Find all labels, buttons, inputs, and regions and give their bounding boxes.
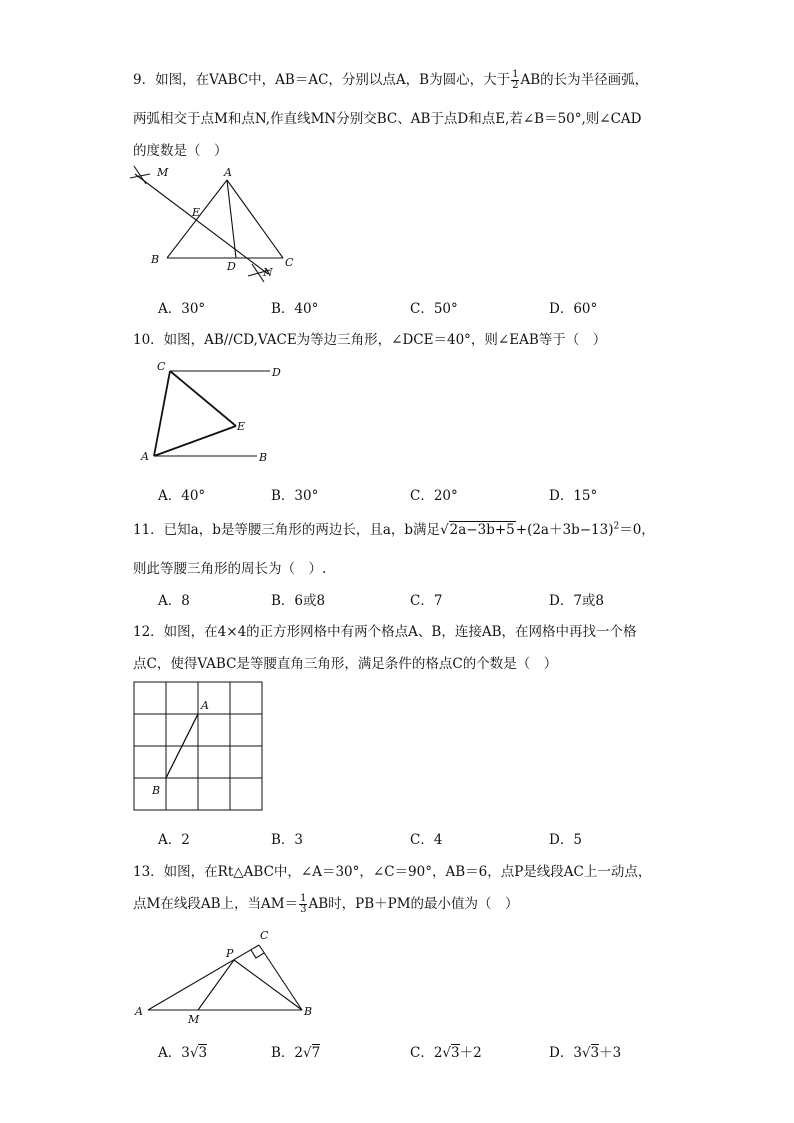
q13-stem-line-1: 13．如图，在Rt△ABC中，∠A＝30°，∠C＝90°，AB＝6，点P是线段AC上一动点， — [133, 864, 652, 880]
q10-option-d[interactable]: D．15° — [549, 488, 598, 504]
q9-label-n: N — [263, 266, 273, 279]
q10-option-c[interactable]: C．20° — [410, 488, 458, 504]
q10-option-b[interactable]: B．30° — [271, 488, 319, 504]
q13-segment-pb — [234, 960, 302, 1010]
q13-text: AB时，PB＋PM的最小值为（ ） — [308, 896, 519, 912]
q12-stem-line-1: 12．如图，在4×4的正方形网格中有两个格点A、B，连接AB，在网格中再找一个格 — [133, 624, 637, 640]
q11-text: 11．已知a，b是等腰三角形的两边长，且a，b满足 — [133, 522, 441, 538]
q13-stem-line-2 — [133, 892, 519, 915]
q13-options — [158, 1041, 758, 1061]
q9-label-b: B — [151, 253, 160, 266]
q11-option-d[interactable]: D．7或8 — [549, 593, 605, 609]
q9-label-e: E — [192, 206, 201, 219]
q13-segment-ac — [148, 945, 259, 1010]
q9-option-b[interactable]: B．40° — [271, 301, 319, 317]
q9-label-d: D — [227, 260, 236, 273]
q10-option-a[interactable]: A．40° — [158, 488, 206, 504]
q9-label-a: A — [224, 166, 232, 179]
q9-segment-ab — [167, 180, 227, 258]
q13-label-m: M — [188, 1013, 200, 1026]
q10-label-b: B — [259, 451, 268, 464]
q12-option-d[interactable]: D．5 — [549, 832, 582, 848]
q10-label-e: E — [237, 420, 246, 433]
q10-stem-line-1: 10．如图，AB//CD,VACE为等边三角形，∠DCE＝40°，则∠EAB等于（ ） — [133, 332, 607, 348]
q13-option-d[interactable]: D．3√3＋3 — [549, 1045, 622, 1061]
q9-figure — [120, 162, 320, 287]
q12-option-c[interactable]: C．4 — [410, 832, 443, 848]
q9-stem-line-1 — [133, 68, 648, 91]
q11-option-c[interactable]: C．7 — [410, 593, 443, 609]
q9-text: 9．如图，在VABC中，AB＝AC，分别以点A，B为圆心，大于 — [133, 72, 511, 88]
q10-label-a: A — [141, 450, 149, 463]
q11-option-b[interactable]: B．6或8 — [271, 593, 326, 609]
q11-exponent: 2 — [613, 521, 620, 532]
q13-option-c[interactable]: C．2√3＋2 — [410, 1045, 482, 1061]
q12-figure — [130, 679, 270, 815]
q13-segment-pm — [198, 960, 234, 1010]
q11-stem-line-2: 则此等腰三角形的周长为（ ）. — [133, 561, 327, 577]
q12-option-b[interactable]: B．3 — [271, 832, 304, 848]
q11-text: ＝0， — [619, 522, 655, 538]
q13-right-angle-mark — [251, 950, 264, 958]
q11-text: +(2a＋3b−13) — [515, 522, 614, 538]
q13-label-a: A — [135, 1005, 143, 1018]
q13-label-c: C — [260, 929, 269, 942]
q10-figure — [135, 356, 285, 468]
q11-option-a[interactable]: A．8 — [158, 593, 190, 609]
q9-option-d[interactable]: D．60° — [549, 301, 598, 317]
q10-options — [158, 484, 758, 504]
q12-label-b: B — [152, 784, 161, 797]
q10-segment-ce — [170, 371, 236, 426]
q13-figure — [130, 922, 330, 1027]
q9-segment-ac — [227, 180, 283, 258]
q9-options — [158, 297, 758, 317]
q12-label-a: A — [201, 699, 209, 712]
q9-label-m: M — [157, 166, 169, 179]
q9-stem-line-2: 两弧相交于点M和点N,作直线MN分别交BC、AB于点D和点E,若∠B＝50°,则∠CAD — [133, 111, 642, 127]
sqrt-sign: √ — [303, 1045, 312, 1061]
q13-fraction: $\frac{1}{3}$ — [300, 893, 307, 915]
q12-option-a[interactable]: A．2 — [158, 832, 190, 848]
q9-label-c: C — [285, 256, 294, 269]
q13-text: 点M在线段AB上，当AM＝ — [133, 896, 299, 912]
q10-label-c: C — [157, 360, 166, 373]
q9-option-c[interactable]: C．50° — [410, 301, 458, 317]
q11-radicand: 2a−3b+5 — [449, 522, 515, 538]
q13-option-a[interactable]: A．3√3 — [158, 1045, 208, 1061]
q12-options — [158, 828, 758, 848]
q13-label-b: B — [304, 1005, 313, 1018]
q13-segment-cb — [259, 945, 302, 1010]
q9-fraction: $\frac{1}{2}$ — [512, 69, 519, 91]
sqrt-sign: √ — [442, 1045, 452, 1061]
q10-label-d: D — [272, 366, 281, 379]
sqrt-sign: √ — [189, 1045, 199, 1061]
sqrt-sign: √ — [581, 1045, 591, 1061]
q9-stem-line-3: 的度数是（ ） — [133, 143, 228, 159]
q9-option-a[interactable]: A．30° — [158, 301, 206, 317]
q11-options — [158, 589, 758, 609]
q9-text: AB的长为半径画弧， — [520, 72, 649, 88]
q11-sqrt-sign: √ — [440, 522, 449, 538]
q11-stem-line-1 — [133, 518, 655, 538]
q10-segment-ae — [154, 426, 236, 456]
q10-segment-ca — [154, 371, 170, 456]
q13-label-p: P — [226, 947, 234, 960]
q12-stem-line-2: 点C，使得VABC是等腰直角三角形，满足条件的格点C的个数是（ ） — [133, 656, 558, 672]
q13-option-b[interactable]: B．2√7 — [271, 1045, 321, 1061]
